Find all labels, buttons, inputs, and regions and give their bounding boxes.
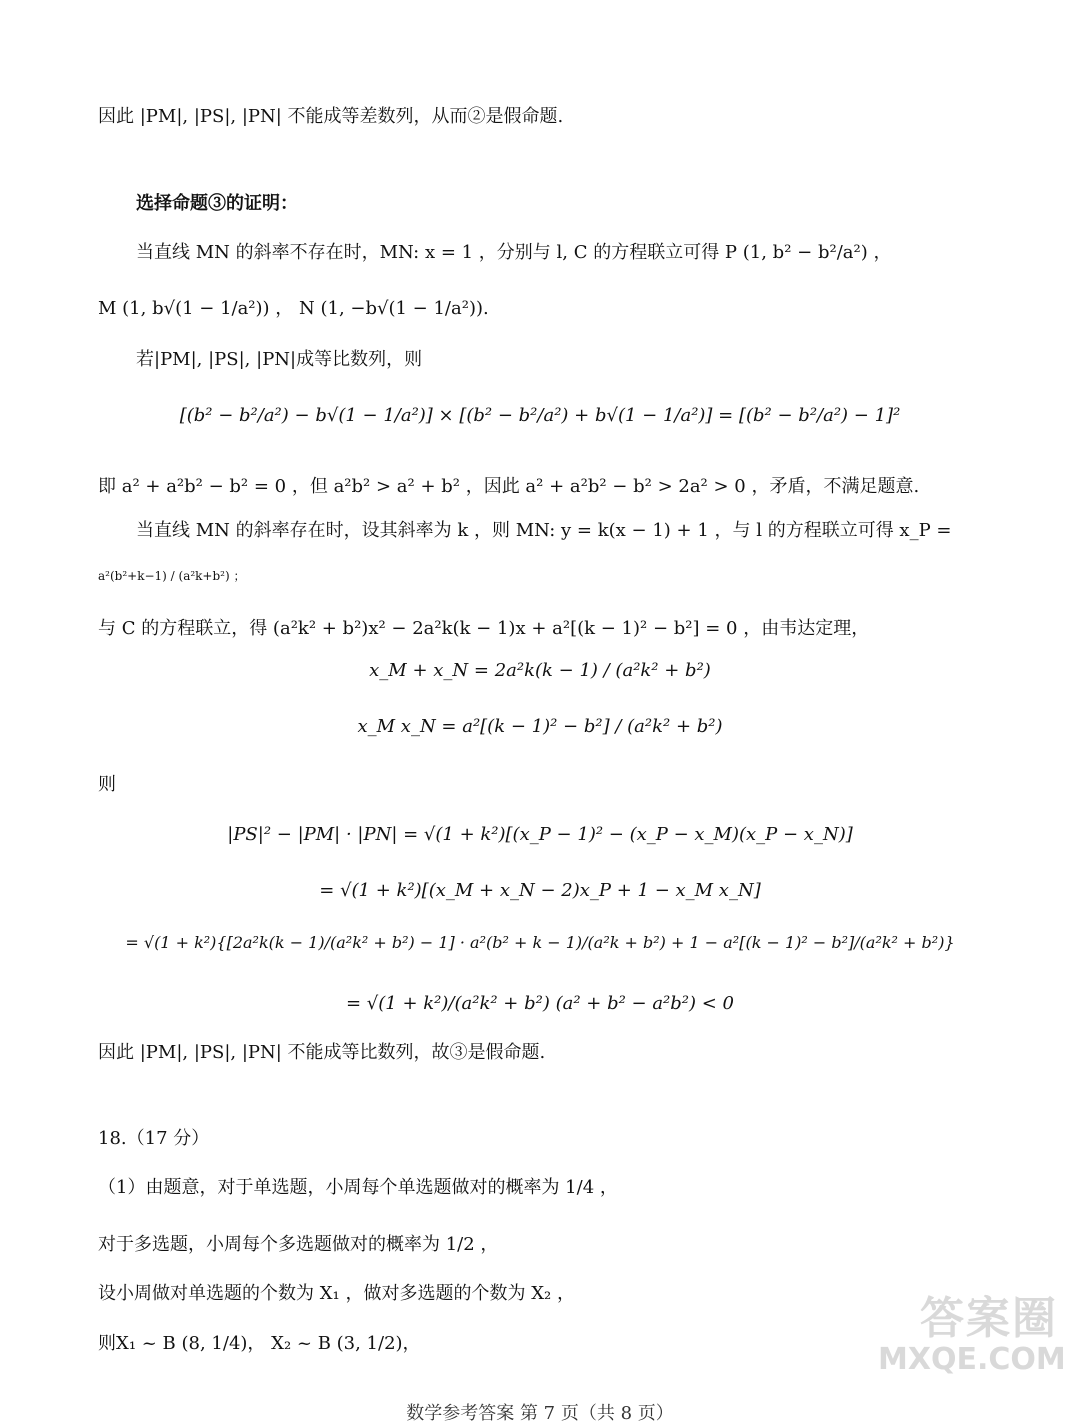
page-footer: 数学参考答案 第 7 页（共 8 页） xyxy=(406,1403,674,1424)
text-line-geometric-condition: 若|PM|, |PS|, |PN|成等比数列，则 xyxy=(136,349,423,370)
heading-proof-3: 选择命题③的证明： xyxy=(136,193,298,214)
equation-step-3: = √(1 + k²){[2a²k(k − 1)/(a²k² + b²) − 1] · a²(b² + k − 1)/(a²k + b²) + 1 − a²[(k − 1)² − b²]/(a²k² + b²)} xyxy=(125,933,955,952)
text-line-contradiction: 即 a² + a²b² − b² = 0 ，但 a²b² > a² + b² ，因此 a² + a²b² − b² > 2a² > 0 ，矛盾，不满足题意. xyxy=(98,476,920,497)
text-line-multi-choice-prob: 对于多选题，小周每个多选题做对的概率为 1/2 ， xyxy=(98,1234,499,1255)
watermark-bottom-text: MXQE.COM xyxy=(878,1342,1066,1377)
text-line-single-choice-prob: （1）由题意，对于单选题，小周每个单选题做对的概率为 1/4 ， xyxy=(98,1177,618,1198)
text-line-then: 则 xyxy=(98,774,116,795)
text-line-conclusion-2: 因此 |PM|, |PS|, |PN| 不能成等差数列，从而②是假命题. xyxy=(98,106,564,127)
watermark-logo xyxy=(878,1293,1066,1385)
equation-step-2: = √(1 + k²)[(x_M + x_N − 2)x_P + 1 − x_M x_N] xyxy=(319,880,761,901)
equation-vieta-sum: x_M + x_N = 2a²k(k − 1) / (a²k² + b²) xyxy=(369,660,711,681)
equation-step-1: |PS|² − |PM| · |PN| = √(1 + k²)[(x_P − 1)² − (x_P − x_M)(x_P − x_N)] xyxy=(227,824,853,845)
text-line-define-x: 设小周做对单选题的个数为 X₁ ，做对多选题的个数为 X₂ ， xyxy=(98,1283,575,1304)
text-line-slope-undefined: 当直线 MN 的斜率不存在时，MN: x = 1 ，分别与 l, C 的方程联立可得 P (1, b² − b²/a²) ， xyxy=(136,242,892,263)
text-line-binomial: 则X₁ ~ B (8, 1/4)， X₂ ~ B (3, 1/2)， xyxy=(98,1333,421,1354)
text-line-conclusion-3: 因此 |PM|, |PS|, |PN| 不能成等比数列，故③是假命题. xyxy=(98,1042,546,1063)
text-line-xp-fraction: a²(b²+k−1) / (a²k+b²) ； xyxy=(98,569,246,583)
equation-step-4: = √(1 + k²)/(a²k² + b²) (a² + b² − a²b²) < 0 xyxy=(345,993,735,1014)
text-line-quadratic: 与 C 的方程联立，得 (a²k² + b²)x² − 2a²k(k − 1)x + a²[(k − 1)² − b²] = 0 ，由韦达定理， xyxy=(98,618,870,639)
watermark-top-text: 答案圈 xyxy=(920,1293,1058,1344)
equation-geometric: [(b² − b²/a²) − b√(1 − 1/a²)] × [(b² − b²/a²) + b√(1 − 1/a²)] = [(b² − b²/a²) − 1]² xyxy=(179,405,901,426)
text-line-points-mn: M (1, b√(1 − 1/a²)) ， N (1, −b√(1 − 1/a²)). xyxy=(98,298,489,319)
equation-vieta-product: x_M x_N = a²[(k − 1)² − b²] / (a²k² + b²) xyxy=(357,716,723,737)
text-line-slope-exists: 当直线 MN 的斜率存在时，设其斜率为 k ，则 MN: y = k(x − 1) + 1 ，与 l 的方程联立可得 x_P = xyxy=(136,520,952,541)
question-18-heading: 18.（17 分） xyxy=(98,1128,210,1149)
